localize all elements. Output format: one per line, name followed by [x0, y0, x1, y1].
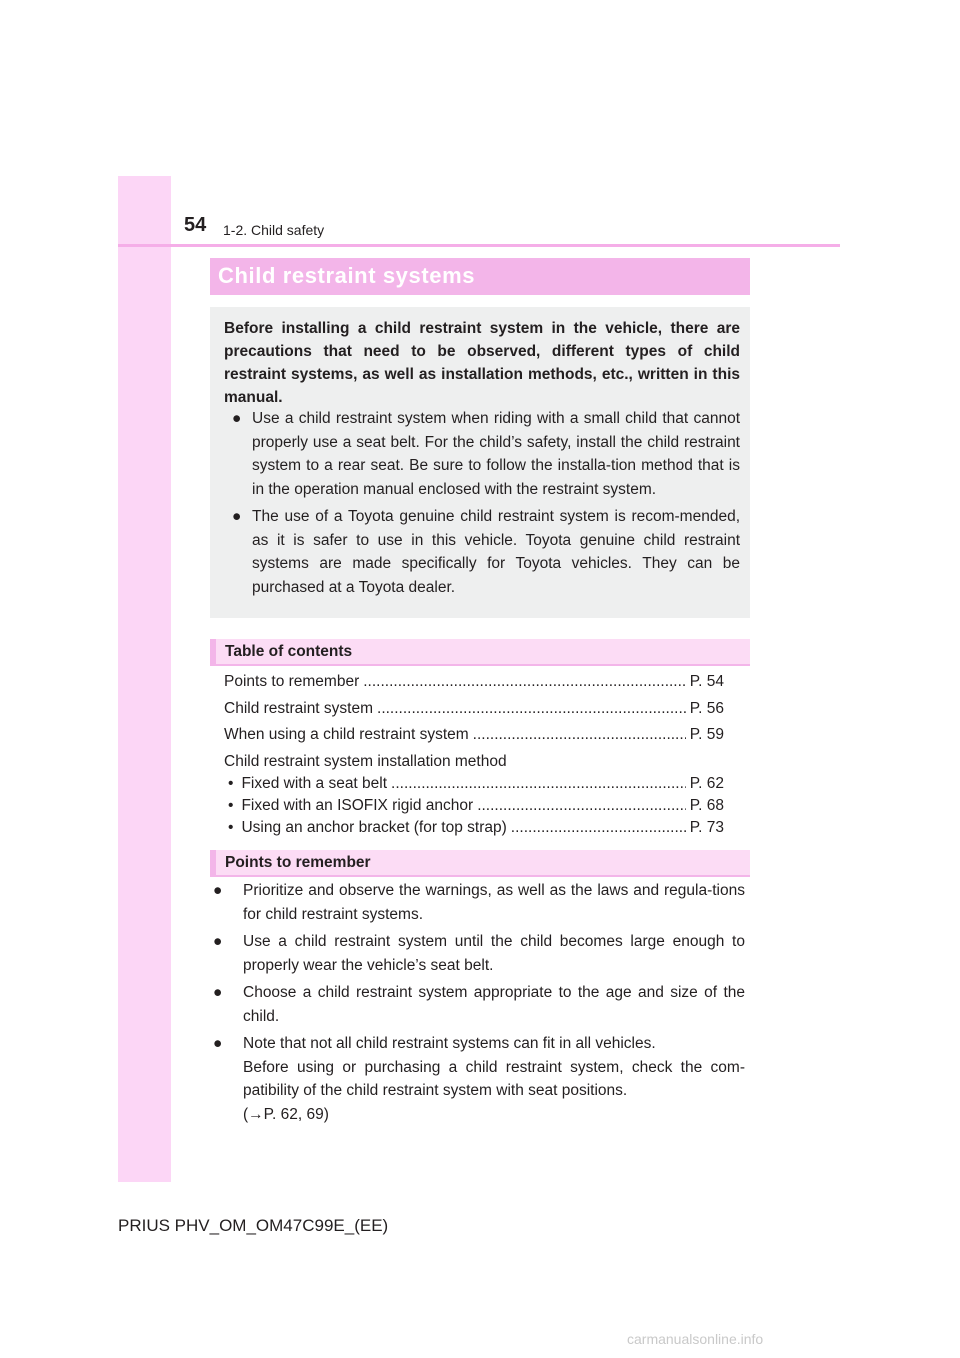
toc-leader-dots	[511, 819, 686, 837]
points-bullet-item	[213, 930, 745, 977]
toc-entry[interactable]	[224, 700, 724, 718]
toc-sub-entry[interactable]	[224, 775, 724, 793]
intro-box	[210, 307, 750, 618]
toc-entry-page: P. 54	[689, 673, 724, 690]
points-bullet-text: Note that not all child restraint systems can fit in all vehicles.	[243, 1035, 656, 1052]
sub-bullet-icon: •	[228, 774, 234, 792]
intro-text: Before installing a child restraint system in the vehicle, there are precautions that need to be observed, different types of child restraint systems, as well as installation methods, etc., written in this manual.	[224, 320, 740, 406]
toc-entry-page: P. 68	[689, 796, 724, 814]
toc-entry-label: Fixed with a seat belt	[241, 774, 388, 792]
toc-entry-label: Using an anchor bracket (for top strap)	[241, 818, 507, 836]
watermark-text: carmanualsonline.info	[627, 1331, 764, 1347]
points-bullet-text: Choose a child restraint system appropriate to the age and size of the child.	[243, 984, 745, 1025]
intro-bullet-text: Use a child restraint system when riding with a small child that cannot properly use a seat belt. For the child’s safety, install the child restraint system to a rear seat. Be sure to follow the installa-tion method that is in the operation manual enclosed with the restraint system.	[252, 410, 740, 498]
toc-entry-page: P. 56	[689, 699, 724, 717]
points-bullet-item	[213, 879, 745, 926]
page-title: Child restraint systems	[218, 263, 476, 288]
footer-document-code: PRIUS PHV_OM_OM47C99E_(EE)	[118, 1216, 389, 1235]
page-reference[interactable]: (→P. 62, 69)	[243, 1105, 329, 1123]
toc-sub-entry[interactable]	[224, 819, 724, 837]
points-heading-bar	[210, 850, 750, 877]
toc-leader-dots	[477, 797, 686, 815]
toc-entry[interactable]	[224, 726, 724, 744]
points-bullet-list	[213, 879, 745, 1130]
toc-entry-label: Points to remember	[224, 673, 360, 690]
bullet-icon: ●	[213, 882, 223, 899]
toc-entry-label: Child restraint system	[224, 699, 374, 717]
toc-leader-dots	[363, 673, 686, 691]
intro-bullet-text: The use of a Toyota genuine child restraint system is recom-mended, as it is safer to use in this vehicle. Toyota genuine child restraint systems are made specifically for Toyota vehicles. They can be purchased at a Toyota dealer.	[252, 508, 740, 596]
header-rule	[118, 244, 840, 247]
points-bullet-text-continued: Before using or purchasing a child restraint system, check the com-patibility of the child restraint system with seat positions.	[243, 1058, 745, 1099]
points-heading: Points to remember	[225, 854, 371, 871]
toc-entry-page: P. 62	[689, 774, 724, 792]
toc-leader-dots	[473, 726, 686, 744]
side-tab-band	[118, 176, 171, 1182]
bullet-icon: ●	[232, 410, 242, 427]
sub-bullet-icon: •	[228, 818, 234, 836]
toc-heading: Table of contents	[225, 643, 353, 660]
toc-leader-dots	[377, 700, 686, 718]
bullet-icon: ●	[213, 984, 223, 1001]
intro-bullet-item	[224, 407, 740, 501]
toc-entry-label: Fixed with an ISOFIX rigid anchor	[241, 796, 474, 814]
bullet-icon: ●	[232, 508, 242, 525]
intro-bullet-item	[224, 505, 740, 599]
points-bullet-text: Prioritize and observe the warnings, as well as the laws and regula-tions for child restraint systems.	[243, 882, 745, 923]
toc-sub-entry[interactable]	[224, 797, 724, 815]
table-of-contents	[224, 673, 724, 841]
toc-heading-bar	[210, 639, 750, 666]
sub-bullet-icon: •	[228, 796, 234, 814]
toc-entry[interactable]	[224, 673, 724, 691]
toc-leader-dots	[391, 775, 686, 793]
toc-entry-label: When using a child restraint system	[224, 726, 469, 743]
intro-bullet-list	[224, 407, 740, 603]
bullet-icon: ●	[213, 933, 223, 950]
points-bullet-text: Use a child restraint system until the child becomes large enough to properly wear the vehicle’s seat belt.	[243, 933, 745, 974]
points-bullet-item	[213, 981, 745, 1028]
page-title-bar	[210, 258, 750, 295]
page-number: 54	[184, 214, 207, 236]
bullet-icon: ●	[213, 1035, 223, 1052]
toc-entry-page: P. 59	[689, 726, 724, 743]
points-bullet-item	[213, 1032, 745, 1126]
toc-group-title: Child restraint system installation method	[224, 752, 507, 770]
section-label: 1-2. Child safety	[223, 222, 325, 238]
toc-entry-page: P. 73	[689, 818, 724, 836]
